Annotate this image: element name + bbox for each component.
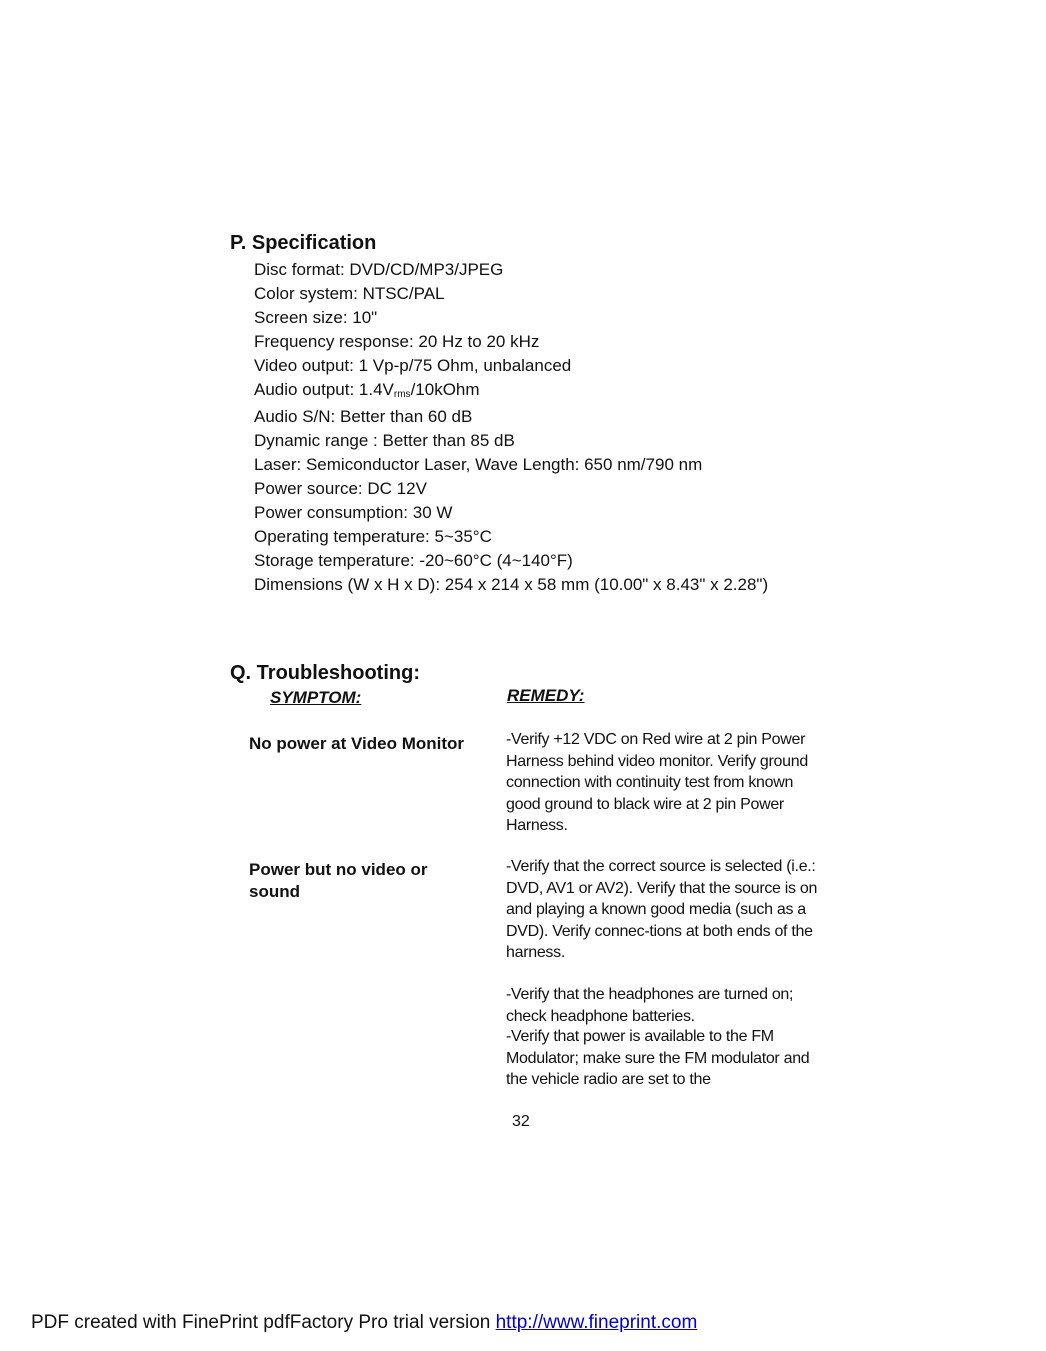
spec-item: Audio S/N: Better than 60 dB [254,407,473,426]
spec-item: Dynamic range : Better than 85 dB [254,431,515,450]
footer-text: PDF created with FinePrint pdfFactory Pro trial version [31,1312,496,1333]
spec-item: Screen size: 10" [254,308,378,327]
footer [31,1312,697,1334]
spec-item: Power consumption: 30 W [254,503,453,522]
audio-output-sub: rms [393,389,411,400]
symptom-no-power: No power at Video Monitor [249,734,465,753]
spec-item: Color system: NTSC/PAL [254,284,445,303]
spec-item: Disc format: DVD/CD/MP3/JPEG [254,260,504,279]
fineprint-link[interactable]: http://www.fineprint.com [495,1312,698,1333]
remedy-headphones: -Verify that the headphones are turned on; check headphone batteries. [506,986,794,1025]
remedy-fm-modulator: -Verify that power is available to the FM Modulator; make sure the FM modulator and the vehicle radio are set to the [506,1028,810,1088]
remedy-no-video-sound: -Verify that the correct source is selected (i.e.: DVD, AV1 or AV2). Verify that the source is on and playing a known good media (such as a DVD). Verify connec-tions at both ends of the harness. [506,858,818,961]
spec-item: Laser: Semiconductor Laser, Wave Length: 650 nm/790 nm [254,455,703,474]
specification-list [254,258,768,597]
remedy-no-power: -Verify +12 VDC on Red wire at 2 pin Power Harness behind video monitor. Verify ground connection with continuity test from known good ground to black wire at 2 pin Power Harness. [506,731,808,834]
spec-item: Storage temperature: -20~60°C (4~140°F) [254,551,573,570]
audio-output-prefix: Audio output: 1.4V [254,380,394,399]
page-number: 32 [512,1113,530,1130]
spec-item-audio-output [254,378,768,405]
spec-item: Operating temperature: 5~35°C [254,527,492,546]
specification-heading: P. Specification [230,232,377,254]
spec-item: Dimensions (W x H x D): 254 x 214 x 58 mm (10.00" x 8.43" x 2.28") [254,575,769,594]
symptom-no-video-sound: Power but no video or sound [249,860,428,901]
spec-item: Power source: DC 12V [254,479,427,498]
spec-item: Video output: 1 Vp-p/75 Ohm, unbalanced [254,356,572,375]
troubleshooting-heading: Q. Troubleshooting: [230,662,420,684]
remedy-column-header: REMEDY: [507,686,585,705]
audio-output-suffix: /10kOhm [410,380,480,399]
symptom-column-header: SYMPTOM: [270,688,362,707]
spec-item: Frequency response: 20 Hz to 20 kHz [254,332,540,351]
